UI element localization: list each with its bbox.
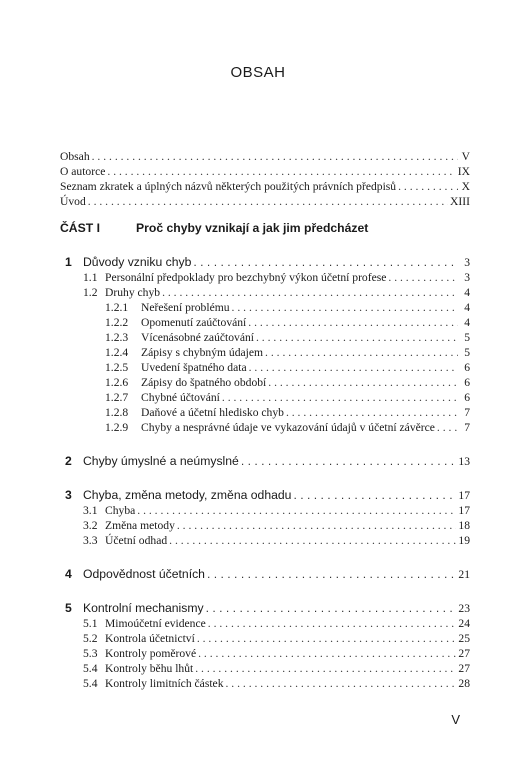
entry-page: 5 (464, 331, 470, 344)
entry-number: 4 (65, 567, 72, 581)
entry-number: 1.2.4 (105, 346, 129, 359)
entry-label: Chybné účtování (141, 391, 220, 404)
entry-number: 1.2.2 (105, 316, 129, 329)
entry-number: 3.2 (83, 519, 98, 532)
entry-label: Změna metody (105, 519, 175, 532)
entry-label: Kontrola účetnictví (105, 632, 195, 645)
section-entry (60, 503, 470, 518)
entry-page: 7 (464, 421, 470, 434)
dot-leader (88, 194, 448, 209)
entry-page: V (461, 150, 470, 163)
front-matter-list (60, 149, 470, 209)
entry-page: 3 (464, 271, 470, 284)
entry-number: 1.2.5 (105, 361, 129, 374)
entry-number: 1.1 (83, 271, 98, 284)
entry-page: 19 (458, 534, 470, 547)
section-entry (60, 518, 470, 533)
page-title: OBSAH (230, 64, 286, 81)
entry-label: Seznam zkratek a úplných názvů některých použitých právních předpisů (60, 180, 397, 193)
dot-leader (207, 566, 456, 582)
page-number: V (451, 712, 460, 727)
entry-page: 5 (464, 346, 470, 359)
entry-number: 1.2 (83, 286, 98, 299)
entry-page: 4 (464, 286, 470, 299)
section-entry (60, 300, 470, 315)
entry-number: 5.4 (83, 677, 98, 690)
entry-label: Vícenásobné zaúčtování (141, 331, 254, 344)
chapter-entry (60, 566, 470, 582)
section-entry (60, 390, 470, 405)
entry-label: Chyby a nesprávné údaje ve vykazování údajů v účetní závěrce (141, 421, 435, 434)
entry-number: 5.2 (83, 632, 98, 645)
dot-leader (286, 405, 458, 420)
entry-page: 6 (464, 391, 470, 404)
dot-leader (256, 330, 458, 345)
front-matter-entry (60, 194, 470, 209)
entry-label: Úvod (60, 195, 86, 208)
entry-label: Účetní odhad (105, 534, 168, 547)
dot-leader (226, 676, 457, 691)
entry-number: 1.2.7 (105, 391, 129, 404)
entry-label: Chyba, změna metody, změna odhadu (83, 488, 292, 502)
entry-label: Daňové a účetní hledisko chyb (141, 406, 284, 419)
entry-number: 3.1 (83, 504, 98, 517)
entry-number: 1.2.3 (105, 331, 129, 344)
entry-page: 6 (464, 361, 470, 374)
dot-leader (268, 375, 458, 390)
entry-page: 27 (458, 662, 470, 675)
entry-number: 5.1 (83, 617, 98, 630)
entry-label: Kontroly běhu lhůt (105, 662, 194, 675)
section-entry (60, 360, 470, 375)
entry-page: 7 (464, 406, 470, 419)
section-entry (60, 375, 470, 390)
dot-leader (206, 600, 457, 616)
entry-number: 1.2.6 (105, 376, 129, 389)
dot-leader (197, 631, 457, 646)
chapter-entry (60, 453, 470, 469)
entry-label: Důvody vzniku chyb (83, 255, 192, 269)
entry-number: 5 (65, 601, 72, 615)
section-entry (60, 405, 470, 420)
section-entry (60, 345, 470, 360)
entry-label: Neřešení problému (141, 301, 230, 314)
section-entry (60, 270, 470, 285)
entry-page: IX (457, 165, 470, 178)
entry-number: 3.3 (83, 534, 98, 547)
entry-page: 6 (464, 376, 470, 389)
section-entry (60, 420, 470, 435)
entry-number: 1.2.1 (105, 301, 129, 314)
dot-leader (162, 285, 458, 300)
entry-label: Chyby úmyslné a neúmyslné (83, 454, 239, 468)
entry-label: Druhy chyb (105, 286, 161, 299)
part-label: ČÁST I (60, 221, 100, 235)
entry-label: Uvedení špatného data (141, 361, 247, 374)
dot-leader (198, 646, 456, 661)
entry-page: X (461, 180, 470, 193)
section-entry (60, 315, 470, 330)
entry-page: 4 (464, 316, 470, 329)
dot-leader (232, 300, 458, 315)
entry-page: 24 (458, 617, 470, 630)
entry-number: 5.4 (83, 662, 98, 675)
entry-page: 17 (458, 504, 470, 517)
chapter-entry (60, 254, 470, 270)
entry-label: Mimoúčetní evidence (105, 617, 206, 630)
front-matter-entry (60, 164, 470, 179)
entry-page: 4 (464, 301, 470, 314)
entry-number: 5.3 (83, 647, 98, 660)
dot-leader (293, 487, 456, 503)
section-entry (60, 646, 470, 661)
entry-label: Personální předpoklady pro bezchybný výkon účetní profese (105, 271, 387, 284)
entry-label: Zápisy do špatného období (141, 376, 267, 389)
entry-page: 23 (458, 602, 470, 615)
entry-label: Chyba (105, 504, 136, 517)
dot-leader (208, 616, 457, 631)
entry-number: 1.2.8 (105, 406, 129, 419)
chapter-entry (60, 600, 470, 616)
section-entry (60, 631, 470, 646)
entry-page: 21 (458, 568, 470, 581)
entry-number: 1 (65, 255, 72, 269)
section-entry (60, 676, 470, 691)
entry-page: 17 (458, 489, 470, 502)
section-entry (60, 285, 470, 300)
dot-leader (437, 420, 458, 435)
entry-page: 25 (458, 632, 470, 645)
dot-leader (265, 345, 458, 360)
entry-label: Zápisy s chybným údajem (141, 346, 264, 359)
dot-leader (193, 254, 458, 270)
part-title: Proč chyby vznikají a jak jim předcházet (136, 221, 369, 235)
entry-page: 13 (458, 455, 470, 468)
entry-label: Kontroly limitních částek (105, 677, 224, 690)
front-matter-entry (60, 149, 470, 164)
section-entry (60, 533, 470, 548)
dot-leader (241, 453, 457, 469)
dot-leader (92, 149, 458, 164)
dot-leader (248, 315, 458, 330)
entry-page: 3 (464, 256, 470, 269)
entry-number: 2 (65, 454, 72, 468)
entry-number: 3 (65, 488, 72, 502)
entry-label: Kontrolní mechanismy (83, 601, 204, 615)
entry-label: Kontroly poměrové (105, 647, 197, 660)
dot-leader (222, 390, 458, 405)
dot-leader (195, 661, 456, 676)
entry-page: 28 (458, 677, 470, 690)
dot-leader (249, 360, 458, 375)
entry-page: 27 (458, 647, 470, 660)
front-matter-entry (60, 179, 470, 194)
section-entry (60, 616, 470, 631)
dot-leader (137, 503, 456, 518)
dot-leader (388, 270, 458, 285)
entry-label: Odpovědnost účetních (83, 567, 205, 581)
section-entry (60, 330, 470, 345)
table-of-contents (60, 149, 470, 691)
entry-number: 1.2.9 (105, 421, 129, 434)
part-heading (60, 220, 470, 236)
dot-leader (398, 179, 458, 194)
entry-page: 18 (458, 519, 470, 532)
entry-label: O autorce (60, 165, 106, 178)
dot-leader (169, 533, 456, 548)
section-entry (60, 661, 470, 676)
entry-page: XIII (450, 195, 470, 208)
chapter-list (60, 236, 470, 691)
entry-label: Obsah (60, 150, 90, 163)
dot-leader (107, 164, 455, 179)
chapter-entry (60, 487, 470, 503)
dot-leader (177, 518, 457, 533)
entry-label: Opomenutí zaúčtování (141, 316, 247, 329)
